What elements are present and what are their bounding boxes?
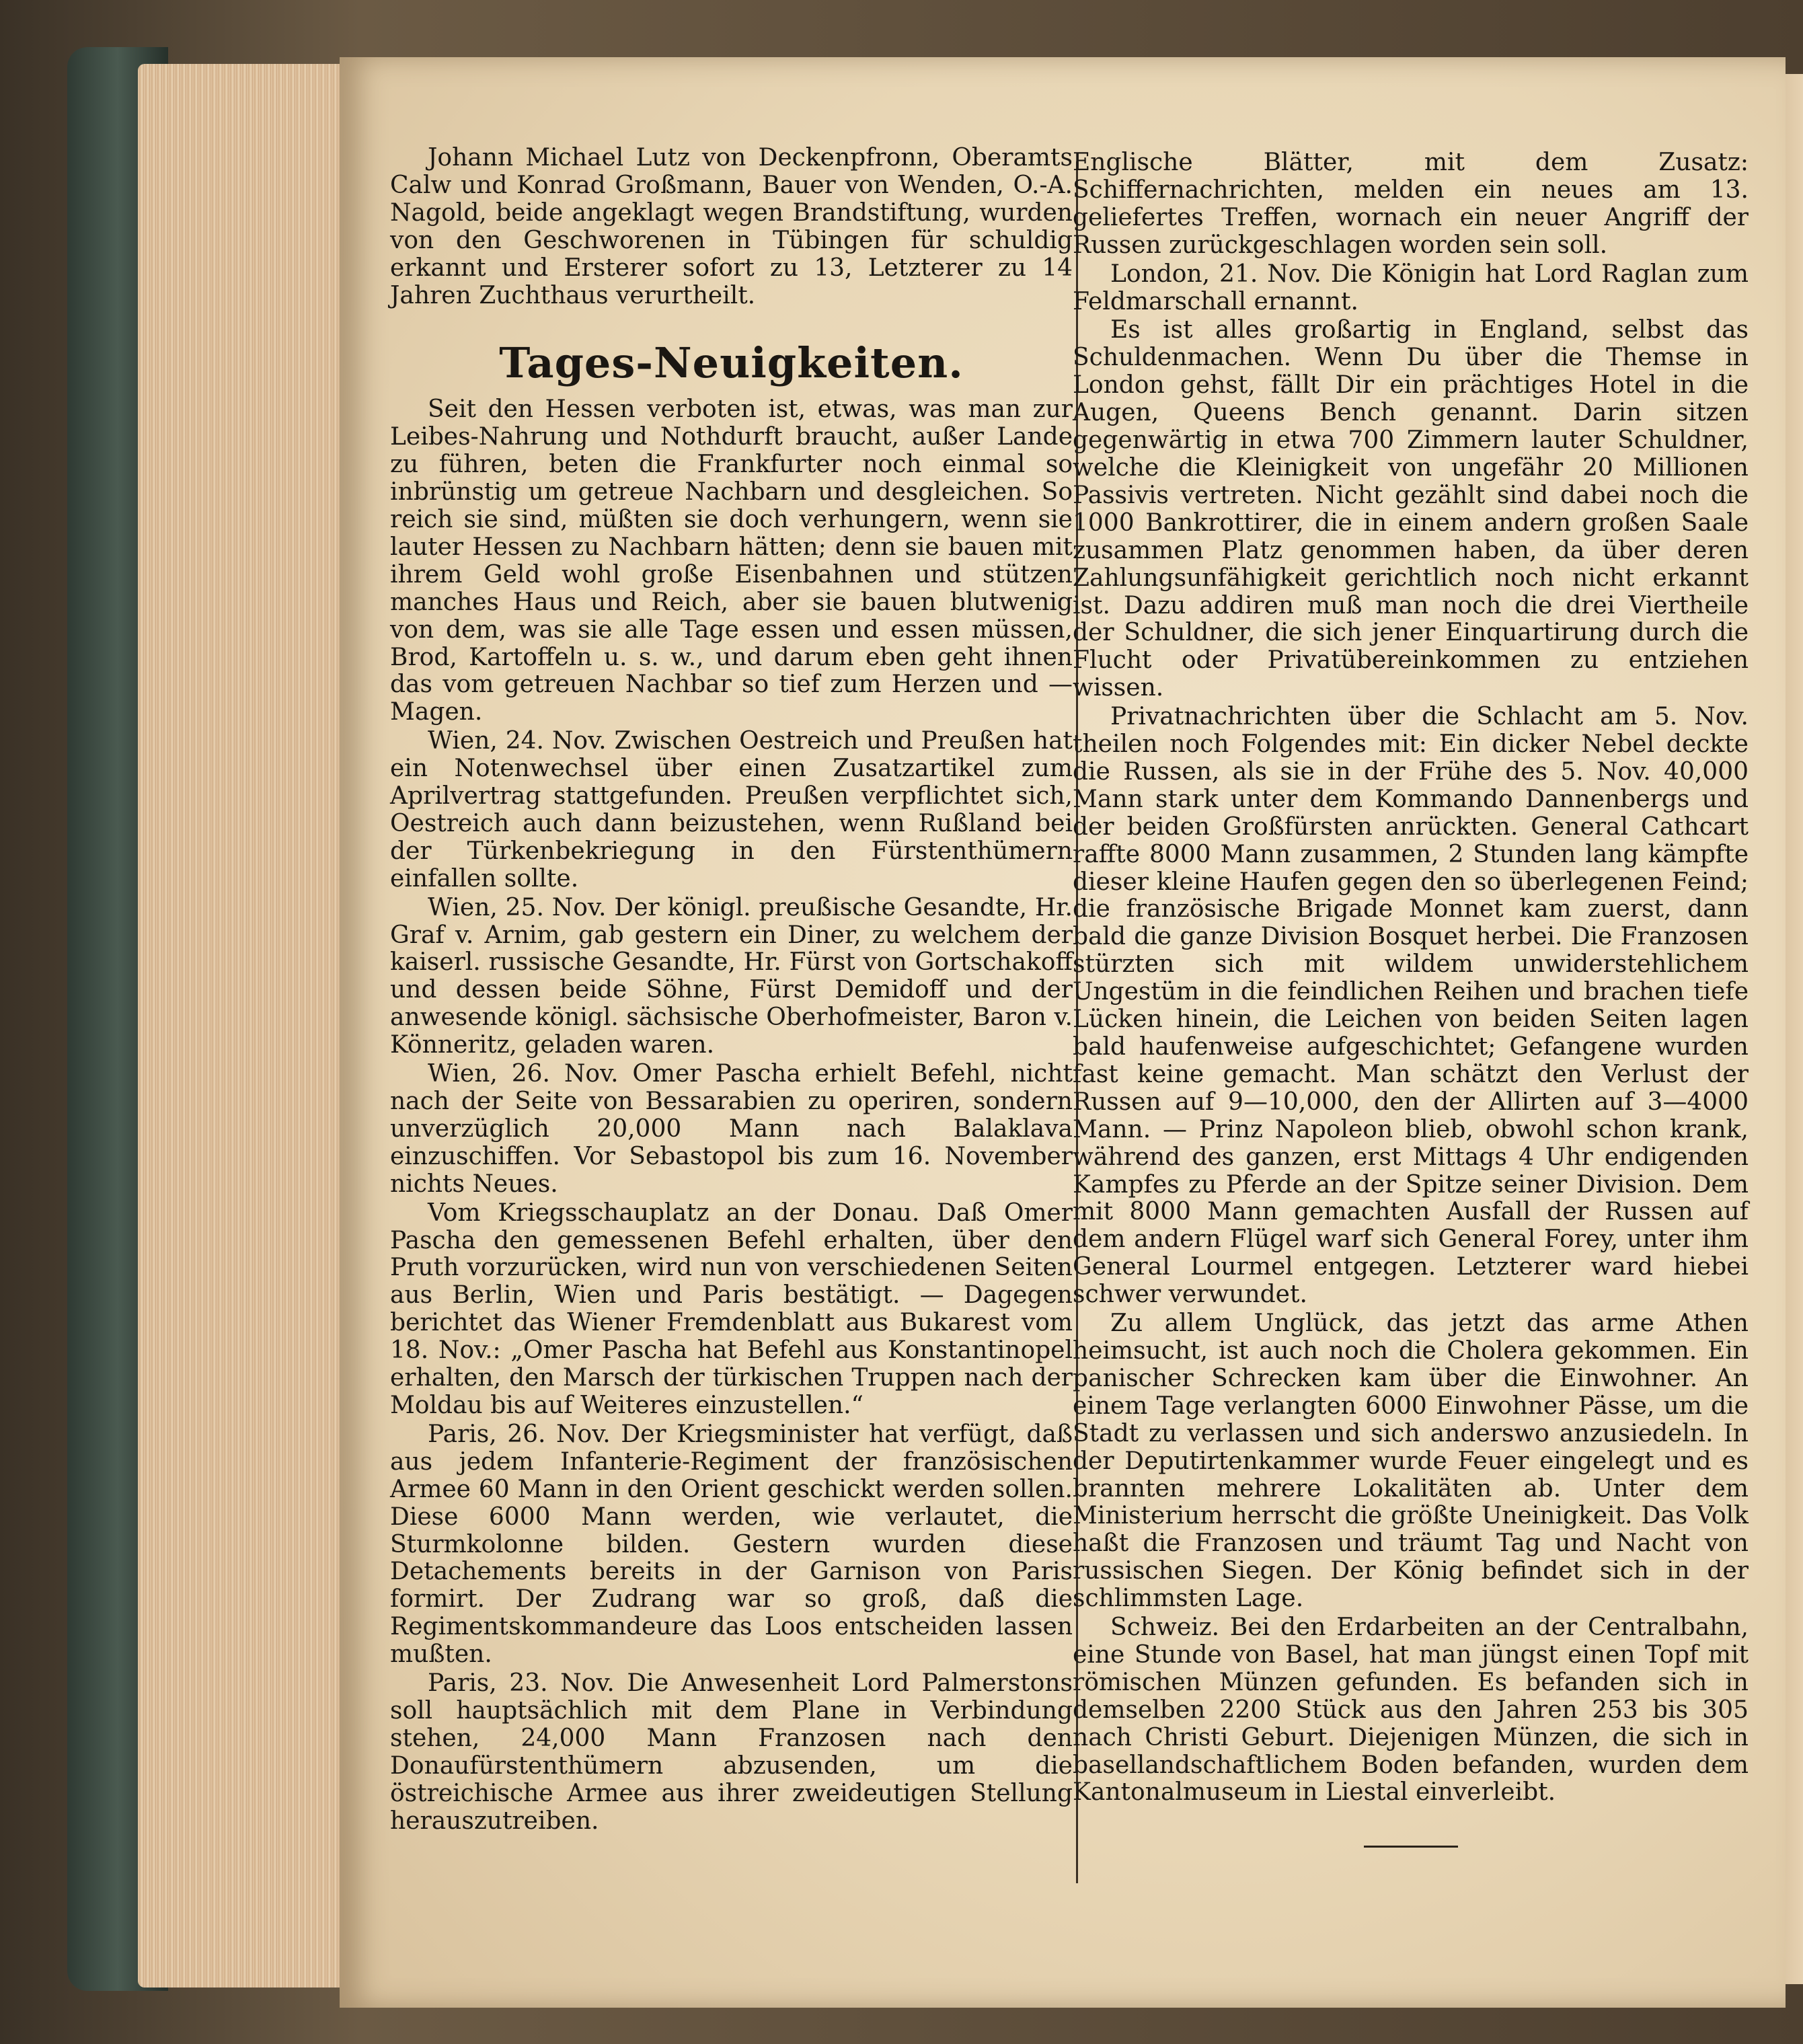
article-schlacht-5-nov: Privatnachrichten über die Schlacht am 5. Nov. theilen noch Folgendes mit: Ein dicker Nebel deckte die Russen, als sie in der Frühe des 5. Nov. 40,000 Mann stark unter dem Kommando Dannenbergs und der beiden Großfürsten anrückten. General Cathcart raffte 8000 Mann zusammen, 2 Stunden lang kämpfte dieser kleine Haufen gegen den so überlegenen Feind; die französische Brigade Monnet kam zuerst, dann bald die ganze Division Bosquet herbei. Die Franzosen stürzten sich mit wildem unwiderstehlichem Ungestüm in die feindlichen Reihen und brachen tiefe Lücken hinein, die Leichen von beiden Seiten lagen bald haufenweise aufgeschichtet; Gefangene wurden fast keine gemacht. Man schätzt den Verlust der Russen auf 9—10,000, den der Allirten auf 3—4000 Mann. — Prinz Napoleon blieb, obwohl schon krank, während des ganzen, erst Mittags 4 Uhr endigenden Kampfes zu Pferde an der Spitze seiner Division. Dem mit 8000 Mann gemachten Ausfall der Russen auf dem andern Flügel warf sich General Forey, unter ihm General Lourmel entgegen. Letzterer ward hiebei schwer verwundet. [1073, 703, 1749, 1309]
court-report-paragraph: Johann Michael Lutz von Deckenpfronn, Oberamts Calw und Konrad Großmann, Bauer von Wenden, O.-A. Nagold, beide angeklagt wegen Brandstiftung, wurden von den Geschworenen in Tübingen für schuldig erkannt und Ersterer sofort zu 13, Letzterer zu 14 Jahren Zuchthaus verurtheilt. [390, 144, 1073, 309]
article-kriegsschauplatz: Vom Kriegsschauplatz an der Donau. Daß Omer Pascha den gemessenen Befehl erhalten, über den Pruth vorzurücken, wird nun von verschiedenen Seiten aus Berlin, Wien und Paris bestätigt. — Dagegen berichtet das Wiener Fremdenblatt aus Bukarest vom 18. Nov.: „Omer Pascha hat Befehl aus Konstantinopel erhalten, den Marsch der türkischen Truppen nach der Moldau bis auf Weiteres einzustellen.“ [390, 1199, 1073, 1419]
article-england-schulden: Es ist alles großartig in England, selbst das Schuldenmachen. Wenn Du über die Themse in London gehst, fällt Dir ein prächtiges Hotel in die Augen, Queens Bench genannt. Darin sitzen gegenwärtig in etwa 700 Zimmern lauter Schuldner, welche die Kleinigkeit von ungefähr 20 Millionen Passivis vertreten. Nicht gezählt sind dabei noch die 1000 Bankrottirer, die in einem andern großen Saale zusammen Platz genommen haben, da über deren Zahlungsunfähigkeit gerichtlich noch nicht erkannt ist. Dazu addiren muß man noch die drei Viertheile der Schuldner, die sich jener Einquartirung durch die Flucht oder Privatübereinkommen zu entziehen wissen. [1073, 316, 1749, 702]
article-wien-25: Wien, 25. Nov. Der königl. preußische Gesandte, Hr. Graf v. Arnim, gab gestern ein Diner, zu welchem der kaiserl. russische Gesandte, Hr. Fürst von Gortschakoff und dessen beide Söhne, Fürst Demidoff und der anwesende königl. sächsische Oberhofmeister, Baron v. Könneritz, geladen waren. [390, 893, 1073, 1059]
article-athen: Zu allem Unglück, das jetzt das arme Athen heimsucht, ist auch noch die Cholera gekommen. Ein panischer Schrecken kam über die Einwohner. An einem Tage verlangten 6000 Einwohner Pässe, um die Stadt zu verlassen und sich anderswo anzusiedeln. In der Deputirtenkammer wurde Feuer eingelegt und es brannten mehrere Lokalitäten ab. Unter dem Ministerium herrscht die größte Uneinigkeit. Das Volk haßt die Franzosen und träumt Tag und Nacht von russischen Siegen. Der König befindet sich in der schlimmsten Lage. [1073, 1310, 1749, 1613]
article-london-21: London, 21. Nov. Die Königin hat Lord Raglan zum Feldmarschall ernannt. [1073, 260, 1749, 315]
article-schweiz: Schweiz. Bei den Erdarbeiten an der Centralbahn, eine Stunde von Basel, hat man jüngst einen Topf mit römischen Münzen gefunden. Es befanden sich in demselben 2200 Stück aus den Jahren 253 bis 305 nach Christi Geburt. Diejenigen Münzen, die sich in basellandschaftlichem Boden befanden, wurden dem Kantonalmuseum in Liestal einverleibt. [1073, 1614, 1749, 1807]
article-paris-26: Paris, 26. Nov. Der Kriegsminister hat verfügt, daß aus jedem Infanterie-Regiment der französischen Armee 60 Mann in den Orient geschickt werden sollen. Diese 6000 Mann werden, wie verlautet, die Sturmkolonne bilden. Gestern wurden diese Detachements bereits in der Garnison von Paris formirt. Der Zudrang war so groß, daß die Regimentskommandeure das Loos entscheiden lassen mußten. [390, 1420, 1073, 1669]
article-paris-23: Paris, 23. Nov. Die Anwesenheit Lord Palmerstons soll hauptsächlich mit dem Plane in Verbindung stehen, 24,000 Mann Franzosen nach den Donaufürstenthümern abzusenden, um die östreichische Armee aus ihrer zweideutigen Stellung herauszutreiben. [390, 1669, 1073, 1835]
end-rule [1364, 1846, 1458, 1848]
article-hessen: Seit den Hessen verboten ist, etwas, was man zur Leibes-Nahrung und Nothdurft braucht, außer Lande zu führen, beten die Frankfurter noch einmal so inbrünstig um getreue Nachbarn und desgleichen. So reich sie sind, müßten sie doch verhungern, wenn sie lauter Hessen zu Nachbarn hätten; denn sie bauen mit ihrem Geld wohl große Eisenbahnen und stützen manches Haus und Reich, aber sie bauen blutwenig von dem, was sie alle Tage essen und essen müssen, Brod, Kartoffeln u. s. w., und darum eben geht ihnen das vom getreuen Nachbar so tief zum Herzen und — Magen. [390, 395, 1073, 726]
right-column [1073, 149, 1749, 1848]
article-englische-blaetter: Englische Blätter, mit dem Zusatz: Schiffernachrichten, melden ein neues am 13. geliefertes Treffen, wornach ein neuer Angriff der Russen zurückgeschlagen worden sein soll. [1073, 149, 1749, 259]
article-wien-26: Wien, 26. Nov. Omer Pascha erhielt Befehl, nicht nach der Seite von Bessarabien zu operiren, sondern unverzüglich 20,000 Mann nach Balaklava einzuschiffen. Vor Sebastopol bis zum 16. November nichts Neues. [390, 1060, 1073, 1198]
article-wien-24: Wien, 24. Nov. Zwischen Oestreich und Preußen hat ein Notenwechsel über einen Zusatzartikel zum Aprilvertrag stattgefunden. Preußen verpflichtet sich, Oestreich auch dann beizustehen, wenn Rußland bei der Türkenbekriegung in den Fürstenthümern einfallen sollte. [390, 727, 1073, 893]
section-heading: Tages-Neuigkeiten. [499, 338, 964, 388]
left-column [390, 145, 1073, 1836]
page-edges-stack [138, 64, 346, 1988]
